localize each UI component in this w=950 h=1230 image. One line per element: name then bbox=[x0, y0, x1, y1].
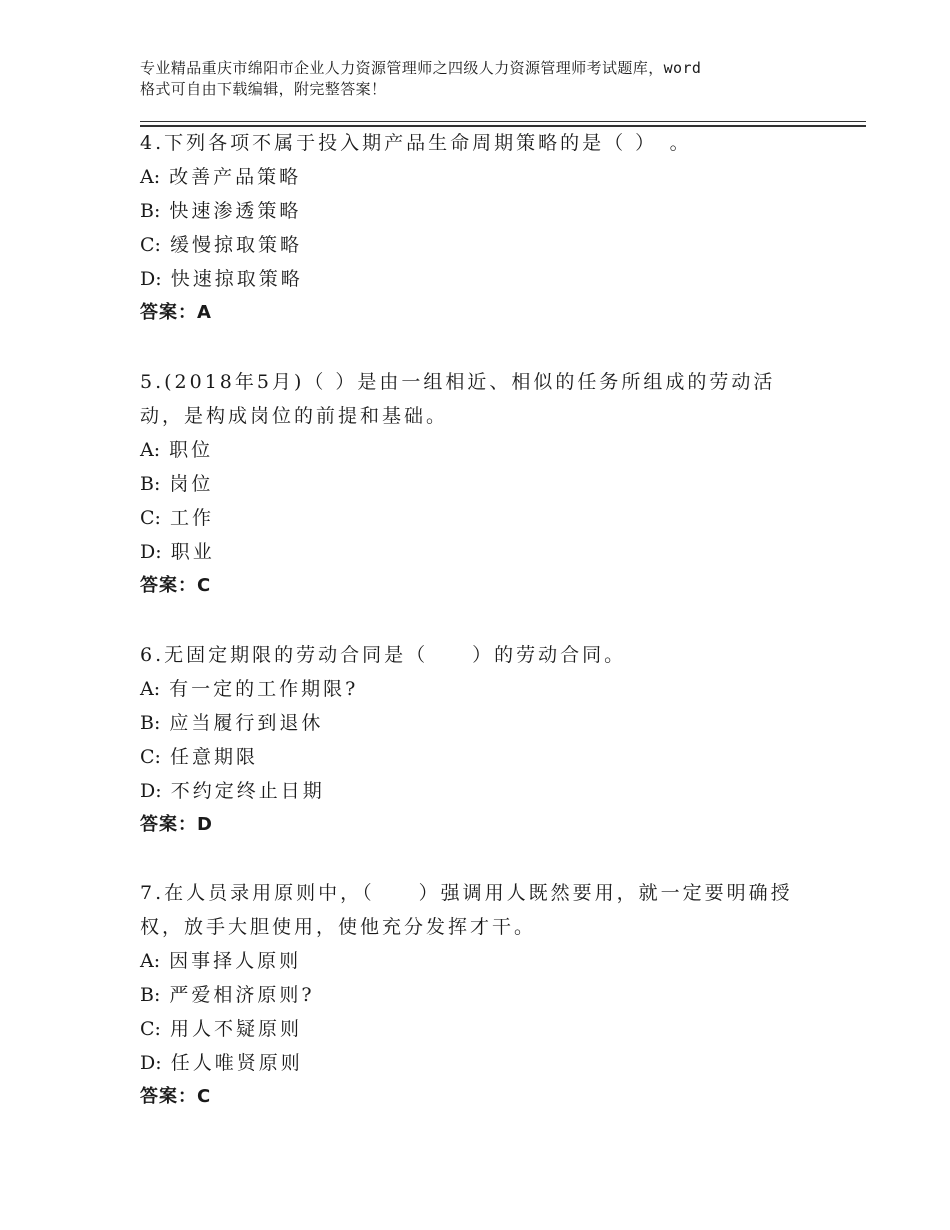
option-a: A: 职位 bbox=[140, 439, 214, 461]
option-a: A: 改善产品策略 bbox=[140, 166, 302, 188]
header-rule-thin bbox=[140, 121, 866, 122]
answer: 答案：A bbox=[140, 302, 212, 323]
question-text: 6.无固定期限的劳动合同是（ ）的劳动合同。 bbox=[140, 644, 627, 666]
option-d: D: 职业 bbox=[140, 541, 215, 563]
answer: 答案：C bbox=[140, 1086, 212, 1107]
question-5 bbox=[140, 365, 840, 603]
option-c: C: 任意期限 bbox=[140, 746, 259, 768]
question-text-line-1: 7.在人员录用原则中，（ ）强调用人既然要用，就一定要明确授 bbox=[140, 882, 793, 904]
option-c: C: 用人不疑原则 bbox=[140, 1018, 303, 1040]
option-a: A: 有一定的工作期限? bbox=[140, 678, 359, 700]
header-line-1: 专业精品重庆市绵阳市企业人力资源管理师之四级人力资源管理师考试题库，word bbox=[140, 59, 702, 77]
option-d: D: 快速掠取策略 bbox=[140, 268, 303, 290]
option-c: C: 缓慢掠取策略 bbox=[140, 234, 303, 256]
answer: 答案：D bbox=[140, 814, 213, 835]
question-7 bbox=[140, 876, 840, 1114]
option-b: B: 岗位 bbox=[140, 473, 214, 495]
document-header bbox=[140, 58, 840, 100]
answer: 答案：C bbox=[140, 575, 212, 596]
question-4 bbox=[140, 126, 840, 330]
option-d: D: 任人唯贤原则 bbox=[140, 1052, 303, 1074]
option-d: D: 不约定终止日期 bbox=[140, 780, 325, 802]
option-c: C: 工作 bbox=[140, 507, 215, 529]
question-text: 4.下列各项不属于投入期产品生命周期策略的是（ ） 。 bbox=[140, 132, 692, 154]
question-text-line-1: 5.(2018年5月)（ ）是由一组相近、相似的任务所组成的劳动活 bbox=[140, 371, 776, 393]
option-b: B: 严爱相济原则? bbox=[140, 984, 315, 1006]
header-line-2: 格式可自由下载编辑，附完整答案！ bbox=[140, 80, 387, 98]
question-text-line-2: 动，是构成岗位的前提和基础。 bbox=[140, 405, 449, 427]
option-a: A: 因事择人原则 bbox=[140, 950, 302, 972]
question-text-line-2: 权，放手大胆使用，使他充分发挥才干。 bbox=[140, 916, 537, 938]
question-6 bbox=[140, 638, 840, 842]
option-b: B: 快速渗透策略 bbox=[140, 200, 302, 222]
option-b: B: 应当履行到退休 bbox=[140, 712, 324, 734]
